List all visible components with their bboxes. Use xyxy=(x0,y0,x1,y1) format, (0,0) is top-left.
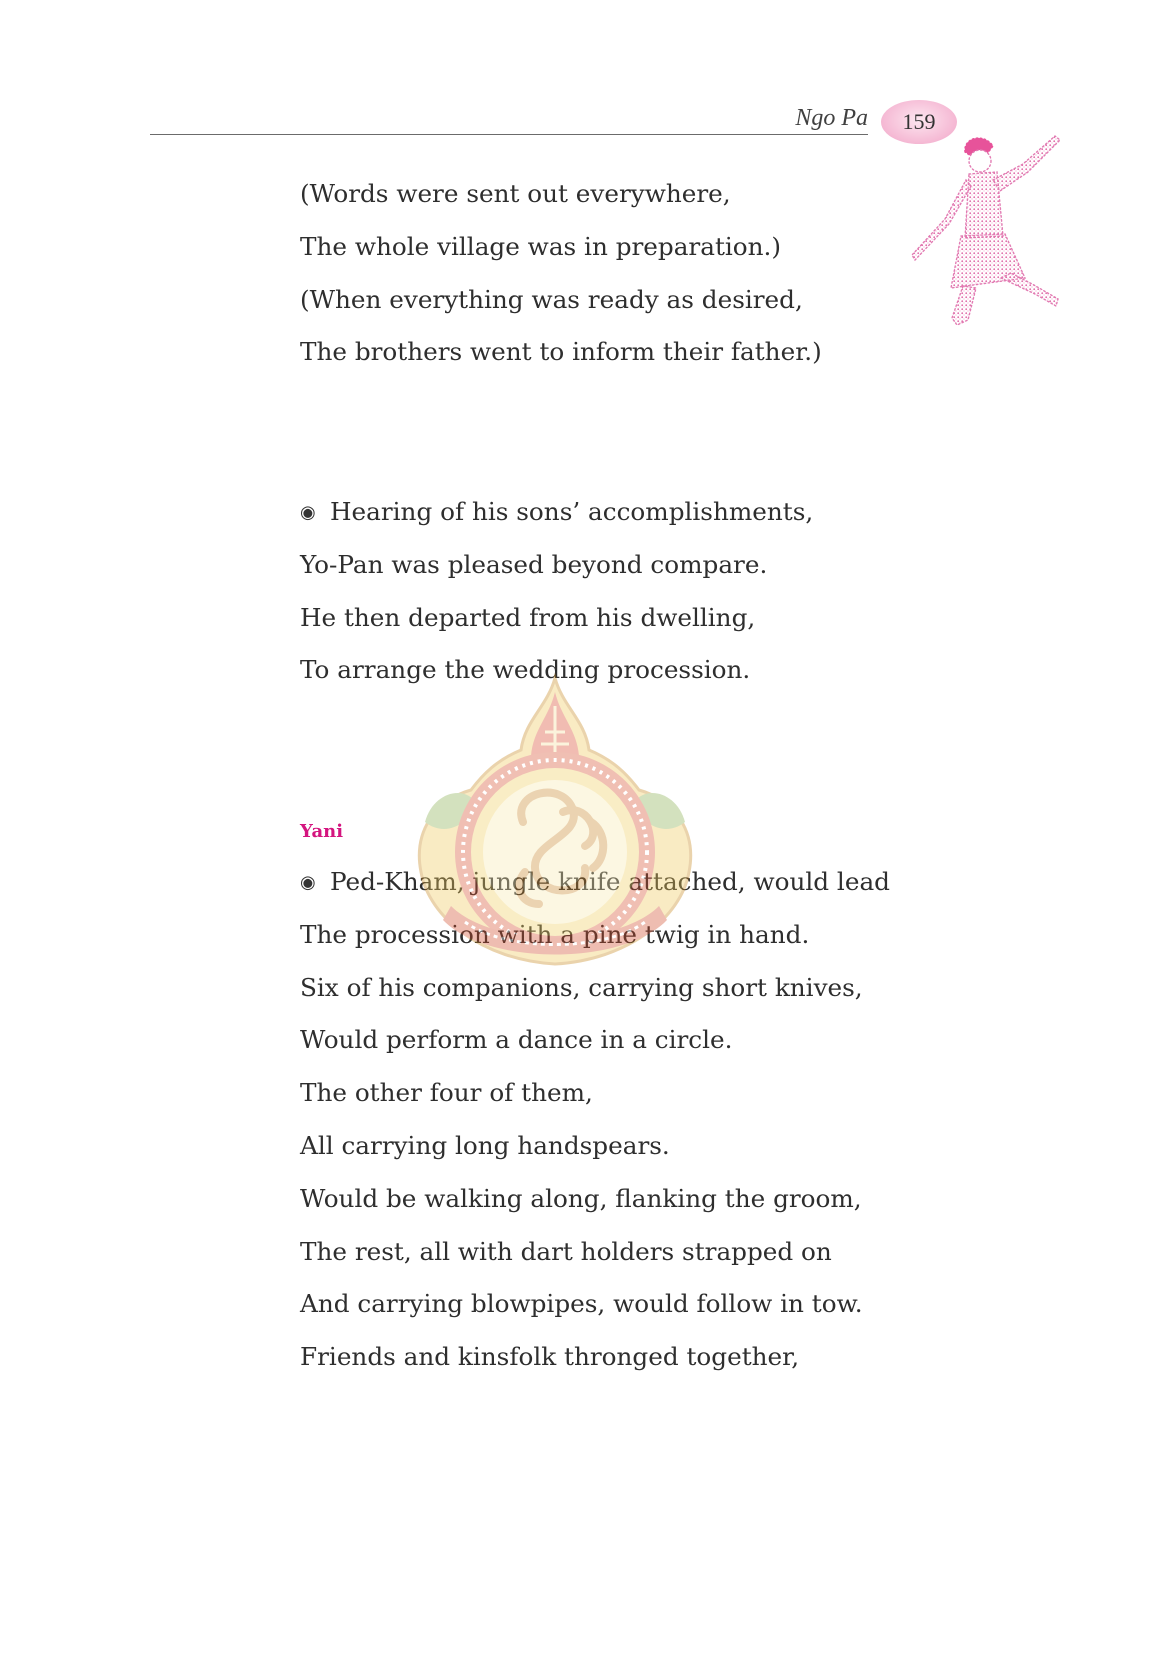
verse-line: All carrying long handspears. xyxy=(300,1130,670,1160)
verse-line xyxy=(300,486,813,539)
header-rule xyxy=(150,134,868,135)
stanza-bullet: ◉ xyxy=(300,502,316,523)
stanza-1 xyxy=(300,168,822,379)
verse-line: To arrange the wedding procession. xyxy=(300,655,751,685)
verse-line: He then departed from his dwelling, xyxy=(300,602,756,632)
verse-line: And carrying blowpipes, would follow in tow. xyxy=(300,1289,863,1319)
dancer-right-leg xyxy=(1001,273,1058,306)
verse-line: Yo-Pan was pleased beyond compare. xyxy=(300,549,768,579)
verse-line: The rest, all with dart holders strapped on xyxy=(300,1236,832,1266)
page-number: 159 xyxy=(902,109,936,134)
running-title: Ngo Pa xyxy=(795,105,868,131)
dancer-illustration xyxy=(905,128,1065,333)
verse-line: The procession with a pine twig in hand. xyxy=(300,919,810,949)
stanza-3 xyxy=(300,856,890,1384)
speaker-label: Yani xyxy=(300,821,344,842)
verse-line: Friends and kinsfolk thronged together, xyxy=(300,1342,800,1372)
dancer-left-leg xyxy=(952,286,976,325)
stanza-bullet: ◉ xyxy=(300,872,316,893)
verse-line xyxy=(300,856,890,909)
verse-text: Ped-Kham, jungle knife attached, would lead xyxy=(330,867,890,896)
verse-line: Six of his companions, carrying short knives, xyxy=(300,972,863,1002)
seal-left-leaf xyxy=(425,793,477,829)
verse-line: (When everything was ready as desired, xyxy=(300,284,803,314)
verse-line: Would perform a dance in a circle. xyxy=(300,1025,733,1055)
dancer-right-arm xyxy=(993,136,1060,191)
verse-line: Would be walking along, flanking the groom, xyxy=(300,1183,862,1213)
verse-text: Hearing of his sons’ accomplishments, xyxy=(330,497,814,526)
verse-line: The whole village was in preparation.) xyxy=(300,231,782,261)
verse-line: The other four of them, xyxy=(300,1078,593,1108)
stanza-2 xyxy=(300,486,813,697)
dancer-head xyxy=(969,150,991,172)
verse-line: The brothers went to inform their father.) xyxy=(300,337,822,367)
seal-right-leaf xyxy=(633,793,685,829)
verse-line: (Words were sent out everywhere, xyxy=(300,179,731,208)
seal-spire xyxy=(531,692,579,762)
